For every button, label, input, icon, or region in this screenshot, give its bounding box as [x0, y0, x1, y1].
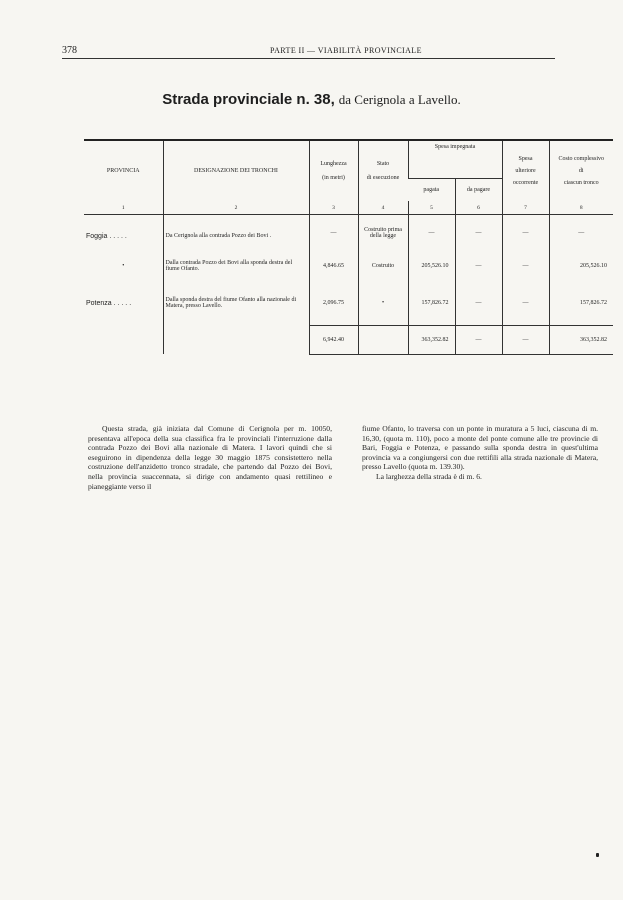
- cell-pagata: —: [408, 215, 455, 252]
- cell-provincia: •: [122, 263, 125, 269]
- cell-provincia: Foggia . . . . .: [86, 232, 127, 240]
- header-ulteriore-label: ulteriore: [515, 168, 536, 174]
- col-number: 3: [309, 201, 358, 215]
- cell-da-pagare: —: [455, 215, 502, 252]
- cell-designazione: Dalla sponda destra del fiume Ofanto alla nazionale di Matera, presso Lavello.: [163, 281, 309, 325]
- col-number: 5: [408, 201, 455, 215]
- header-pagata: pagata: [423, 187, 440, 193]
- title-sub: da Cerignola a Lavello.: [338, 92, 461, 107]
- paragraph: fiume Ofanto, lo traversa con un ponte in muratura a 5 luci, ciascuna di m. 16,30, (quota m. 110), poco a monte del ponte comune alle tre provincie di Bari, Foggia e Potenza, e passando sulla sponda destra in quest'ultima provincia va a congiungersi con due rettifili alla strada nazionale di Matera, presso Lavello (quota m. 139.30).: [362, 424, 598, 472]
- col-number: 8: [549, 201, 613, 215]
- total-ulteriore: —: [502, 325, 549, 354]
- cell-stato: Costruito prima della legge: [358, 215, 408, 252]
- text-column-right: [362, 424, 598, 482]
- cell-lunghezza: —: [309, 215, 358, 252]
- cell-costo: —: [549, 215, 613, 252]
- col-number: 7: [502, 201, 549, 215]
- cell-pagata: 205,526.10: [408, 251, 455, 281]
- header-costo-di: di: [578, 168, 584, 174]
- header-lunghezza-unit: (in metri): [322, 175, 345, 181]
- cell-designazione: Da Cerignola alla contrada Pozzo dei Bovi .: [163, 215, 309, 252]
- header-costo-ciascun: ciascun tronco: [563, 180, 599, 186]
- cell-lunghezza: 2,096.75: [309, 281, 358, 325]
- header-stato-label: Stato: [376, 161, 390, 167]
- roads-table: [84, 139, 613, 355]
- cell-pagata: 157,826.72: [408, 281, 455, 325]
- cell-stato: Costruito: [358, 251, 408, 281]
- header-lunghezza-label: Lunghezza: [320, 161, 347, 167]
- running-title: PARTE II — VIABILITÀ PROVINCIALE: [270, 46, 422, 55]
- total-lunghezza: 6,942.40: [309, 325, 358, 354]
- total-costo: 363,352.82: [549, 325, 613, 354]
- cell-costo: 157,826.72: [549, 281, 613, 325]
- cell-da-pagare: —: [455, 281, 502, 325]
- cell-empty: [163, 325, 309, 354]
- paragraph: Questa strada, già iniziata dal Comune di Cerignola per m. 10050, presentava all'epoca della sua classifica fra le provinciali l'interruzione dalla contrada Pozzo dei Bovi alla nazionale di Matera. I lavori quindi che si eseguirono in dipendenza della legge 30 maggio 1875 consistettero nella costruzione dell'anzidetto tronco stradale, che partendo dal Pozzo dei Bovi, nella provincia suaccennata, si dirige con andamento quasi rettilineo e pianeggiante verso il: [88, 424, 332, 491]
- total-pagata: 363,352.82: [408, 325, 455, 354]
- page-title: [0, 91, 623, 109]
- cell-ulteriore: —: [502, 215, 549, 252]
- ink-mark: [596, 853, 599, 857]
- header-lunghezza: [309, 140, 358, 201]
- header-stato-sub: di esecuzione: [366, 175, 400, 181]
- table-row: [84, 215, 613, 252]
- table-row: [84, 281, 613, 325]
- text-column-left: [88, 424, 332, 491]
- header-spesa-impegnata: Spesa impegnata: [408, 140, 502, 179]
- page-number: 378: [62, 45, 77, 56]
- cell-lunghezza: 4,846.65: [309, 251, 358, 281]
- cell-costo: 205,526.10: [549, 251, 613, 281]
- cell-empty: [358, 325, 408, 354]
- cell-stato: •: [358, 281, 408, 325]
- totals-row: [84, 325, 613, 354]
- cell-empty: [84, 325, 163, 354]
- total-da-pagare: —: [455, 325, 502, 354]
- header-designazione: DESIGNAZIONE DEI TRONCHI: [163, 140, 309, 201]
- col-number: 6: [455, 201, 502, 215]
- header-costo-label: Costo complessivo: [558, 156, 604, 162]
- header-da-pagare: da pagare: [455, 179, 502, 202]
- col-number: 4: [358, 201, 408, 215]
- header-stato: [358, 140, 408, 201]
- header-costo: [549, 140, 613, 201]
- header-spesa-ulteriore: [502, 140, 549, 201]
- title-main: Strada provinciale n. 38,: [162, 91, 335, 108]
- col-number: 1: [84, 201, 163, 215]
- header-spesa-label: Spesa: [518, 156, 533, 162]
- cell-ulteriore: —: [502, 251, 549, 281]
- cell-designazione: Dalla contrada Pozzo dei Bovi alla sponda destra del fiume Ofanto.: [163, 251, 309, 281]
- header-rule: [62, 58, 555, 59]
- header-provincia: PROVINCIA: [84, 140, 163, 201]
- cell-provincia: Potenza . . . . .: [86, 299, 132, 307]
- cell-da-pagare: —: [455, 251, 502, 281]
- cell-ulteriore: —: [502, 281, 549, 325]
- table-row: [84, 251, 613, 281]
- header-occorrente-label: occorrente: [512, 180, 539, 186]
- col-number: 2: [163, 201, 309, 215]
- paragraph: La larghezza della strada è di m. 6.: [376, 471, 482, 481]
